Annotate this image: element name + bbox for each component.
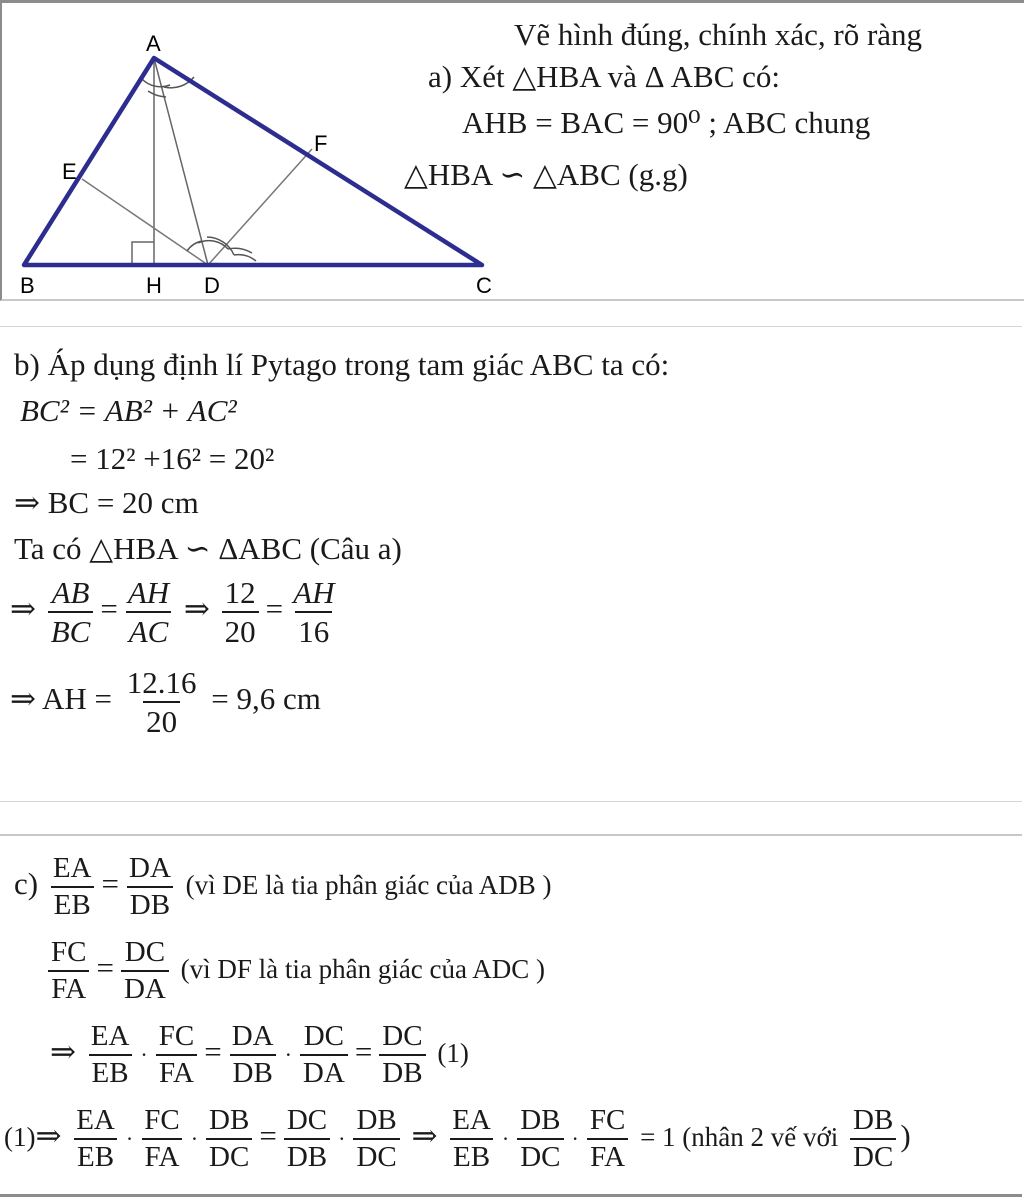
frac-20: 20 [222, 611, 259, 647]
similarity-recall: Ta có △HBA ∽ ΔABC (Câu a) [14, 531, 402, 566]
label-C: C [476, 273, 492, 298]
final-eq: (1)⇒ $\frac{EA}{EB}$ · $\frac{FC}{FA}$ · $\frac{DB}{DC}$ = $\frac{DC}{DB}$ · $\frac{DB}{DC}$ ⇒ $\frac{EA}{EB}$ · $\frac{DB}{DC}$ · $\frac{FC}{FA}$ = 1 (nhân 2 vế với $\frac{DB}{DC}$ ) [4, 1104, 911, 1173]
pythagoras-eq: BC² = AB² + AC² [20, 393, 237, 428]
part-a-line1: a) Xét △HBA và Δ ABC có: [428, 59, 781, 94]
bisector-de: c) $\frac{EA}{EB}$ = $\frac{DA}{DB}$ (vì DE là tia phân giác của ADB ) [14, 852, 552, 921]
part-c-panel [0, 834, 1022, 1197]
frac-bc: BC [48, 611, 94, 647]
bisector-df: $\frac{FC}{FA}$ = $\frac{DC}{DA}$ (vì DF là tia phân giác của ADC ) [44, 938, 545, 1004]
part-b-panel [0, 326, 1022, 802]
frac-ab: AB [51, 575, 90, 610]
ah-value: = 9,6 cm [211, 681, 321, 717]
label-D: D [204, 273, 220, 298]
mark-1-ref: (1) [4, 1122, 36, 1153]
part-b-intro: b) Áp dụng định lí Pytago trong tam giác ABC ta có: [14, 347, 670, 382]
bc-result: ⇒ BC = 20 cm [14, 485, 199, 520]
frac-ac: AC [126, 611, 172, 647]
ratio-equation: ⇒ $\frac{AB}{BC}$ = $\frac{AH}{AC}$ ⇒ $\frac{12}{20}$ = $\frac{AH}{16}$ [10, 577, 341, 647]
frac-12-16: 12.16 [126, 665, 197, 700]
label-H: H [146, 273, 162, 298]
frac-20-b: 20 [143, 701, 180, 737]
label-F: F [314, 131, 328, 156]
final-note: = 1 (nhân 2 vế với [640, 1122, 839, 1153]
pythagoras-sub: = 12² +16² = 20² [70, 441, 275, 476]
part-a-line2: AHB = BAC = 90⁰ ; ABC chung [462, 105, 871, 140]
frac-ah-2: AH [293, 575, 335, 610]
mark-1: (1) [437, 1038, 469, 1069]
ah-result: ⇒ AH = $\frac{12.16}{20}$ = 9,6 cm [10, 665, 321, 739]
label-A: A [146, 31, 161, 56]
frac-ah: AH [127, 575, 170, 610]
part-c-label: c) [14, 866, 39, 902]
triangle-figure [2, 3, 502, 299]
reason-df: (vì DF là tia phân giác của ADC ) [180, 954, 546, 985]
product-eq: ⇒ $\frac{EA}{EB}$ · $\frac{FC}{FA}$ = $\frac{DA}{DB}$ · $\frac{DC}{DA}$ = $\frac{DC}{DB}$ (1) [50, 1020, 469, 1089]
reason-de: (vì DE là tia phân giác của ADB ) [185, 870, 552, 901]
frac-12: 12 [224, 575, 256, 610]
part-a-panel [0, 0, 1024, 301]
frac-16: 16 [295, 611, 332, 647]
drawing-note: Vẽ hình đúng, chính xác, rõ ràng [514, 17, 923, 52]
label-B: B [20, 273, 35, 298]
part-a-line3: △HBA ∽ △ABC (g.g) [404, 157, 688, 192]
label-E: E [62, 159, 77, 184]
